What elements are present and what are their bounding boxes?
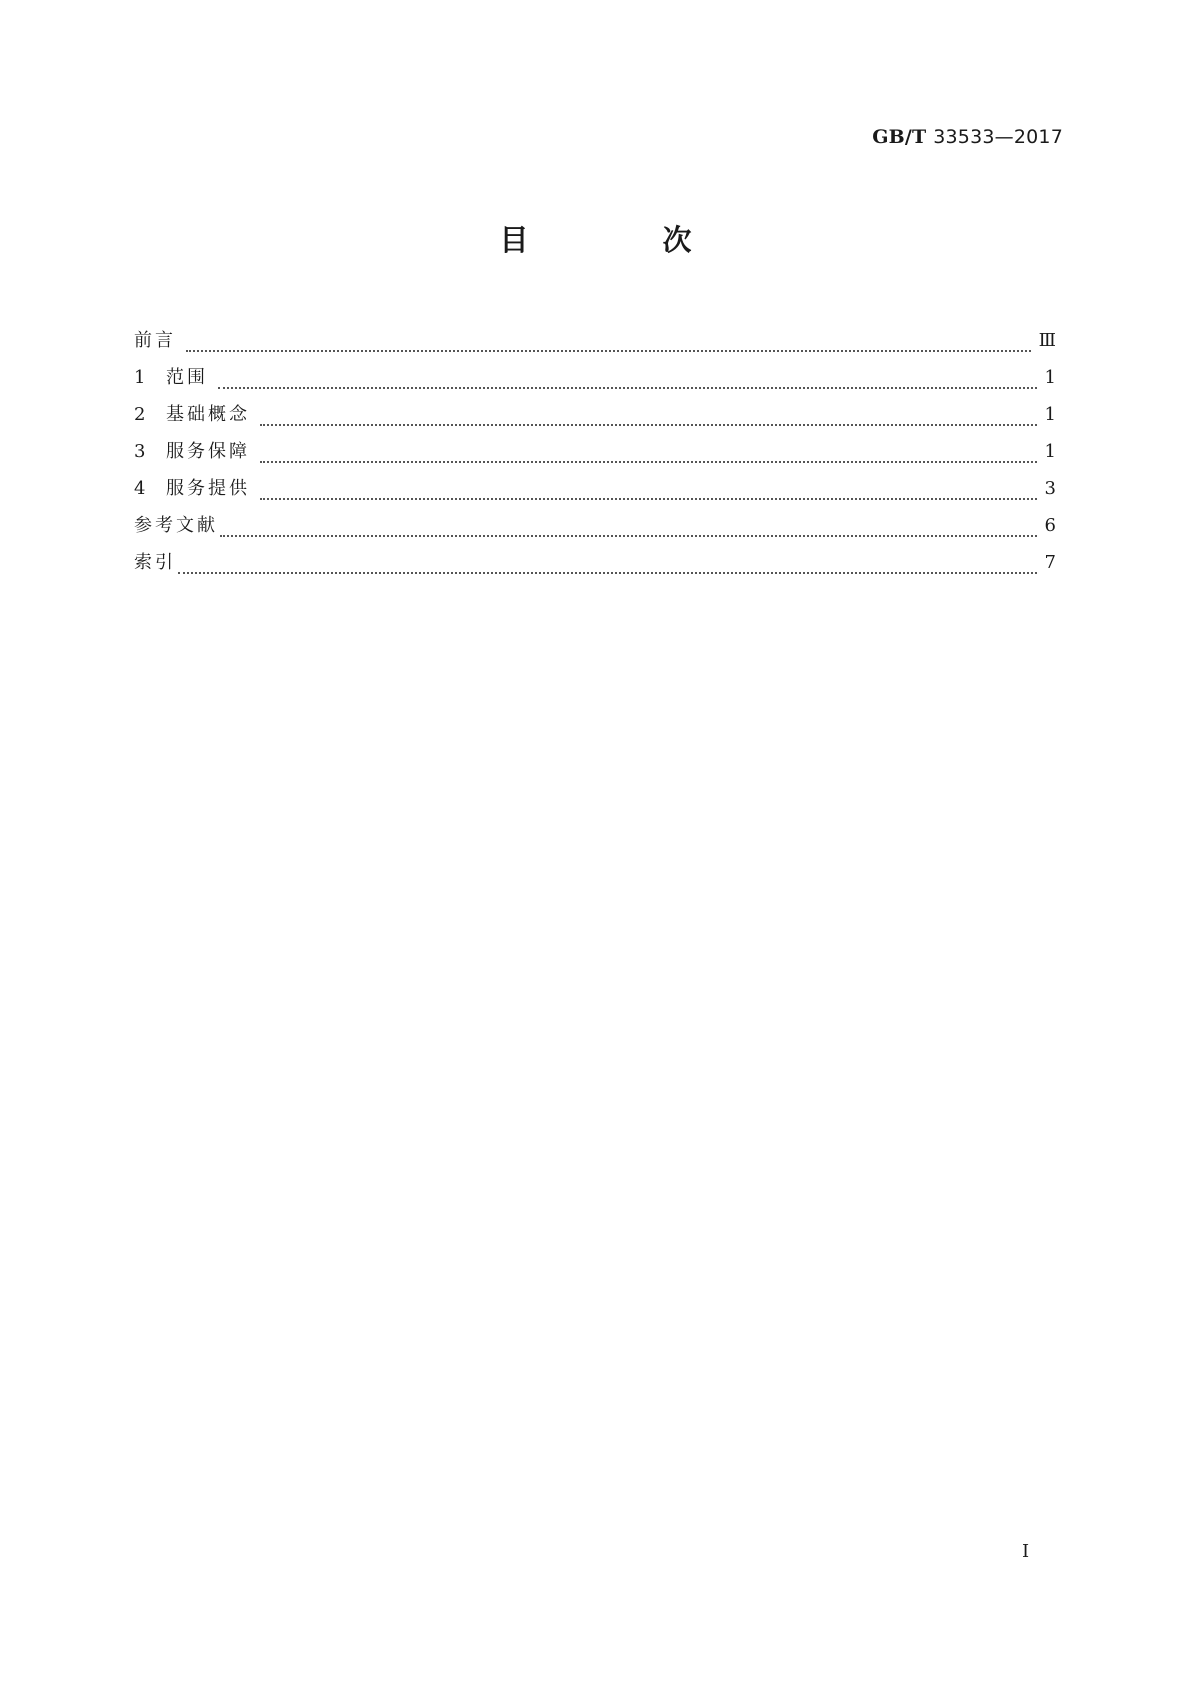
toc-entry-label: 范围	[166, 367, 208, 388]
toc-entry-service-assurance[interactable]	[134, 440, 1056, 477]
toc-dot-leader	[218, 387, 1037, 389]
toc-dot-leader	[186, 350, 1031, 352]
toc-entry-page: 1	[1044, 367, 1056, 388]
toc-entry-number: 4	[134, 478, 146, 499]
toc-entry-label: 基础概念	[166, 404, 250, 425]
toc-entry-references[interactable]	[134, 514, 1056, 551]
toc-dot-leader	[260, 461, 1037, 463]
toc-entry-page: 7	[1044, 552, 1056, 573]
table-of-contents	[134, 329, 1056, 588]
toc-entry-service-provision[interactable]	[134, 477, 1056, 514]
toc-entry-number: 1	[134, 367, 146, 388]
toc-entry-label: 服务提供	[166, 478, 250, 499]
toc-dot-leader	[260, 424, 1037, 426]
toc-dot-leader	[178, 572, 1037, 574]
toc-entry-foreword[interactable]	[134, 329, 1056, 366]
toc-entry-page: 3	[1044, 478, 1056, 499]
toc-entry-page: 1	[1044, 441, 1056, 462]
toc-entry-label: 索引	[134, 552, 176, 573]
toc-entry-page: Ⅲ	[1038, 330, 1056, 351]
toc-entry-number: 2	[134, 404, 146, 425]
toc-entry-basic-concepts[interactable]	[134, 403, 1056, 440]
page-number: Ⅰ	[1022, 1541, 1030, 1562]
toc-entry-number: 3	[134, 441, 146, 462]
standard-code	[872, 126, 1063, 148]
toc-entry-scope[interactable]	[134, 366, 1056, 403]
standard-prefix: GB/T	[872, 126, 927, 148]
toc-entry-label: 服务保障	[166, 441, 250, 462]
standard-number: 33533—2017	[933, 126, 1063, 148]
page-title: 目 次	[499, 223, 754, 257]
toc-dot-leader	[260, 498, 1037, 500]
toc-entry-label: 参考文献	[134, 515, 218, 536]
toc-entry-label: 前言	[134, 330, 176, 351]
toc-dot-leader	[220, 535, 1037, 537]
toc-entry-index[interactable]	[134, 551, 1056, 588]
toc-entry-page: 6	[1044, 515, 1056, 536]
toc-entry-page: 1	[1044, 404, 1056, 425]
